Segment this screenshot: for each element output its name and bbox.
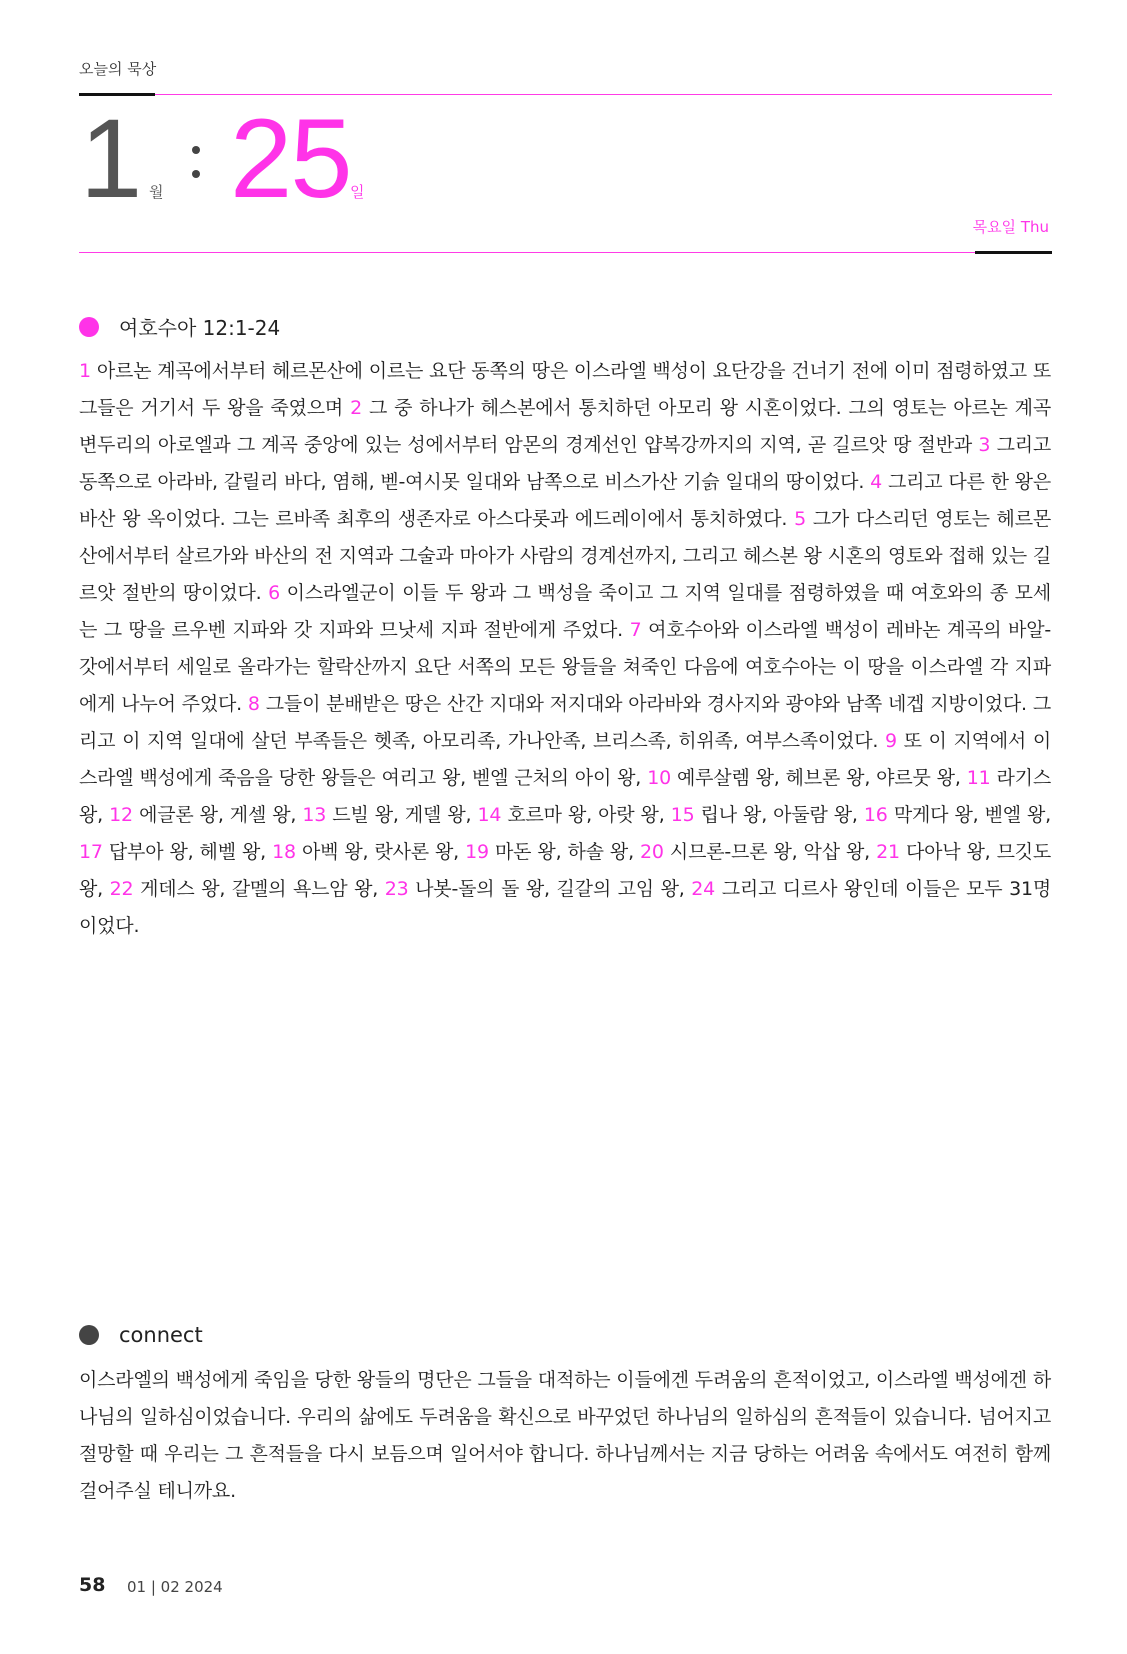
verse-number: 15 (670, 804, 695, 826)
verse-number: 9 (884, 730, 897, 752)
verse-number: 21 (876, 841, 900, 863)
verse-text: 또 이 지역에서 이스라엘 백성에게 죽음을 당한 왕들은 여리고 왕, 벧엘 근처의 아이 왕, (79, 730, 1051, 789)
connect-text: 이스라엘의 백성에게 죽임을 당한 왕들의 명단은 그들을 대적하는 이들에겐 두려움의 흔적이었고, 이스라엘 백성에겐 하나님의 일하심이었습니다. 우리의 삶에도 두려움을 확신으로 바꾸었던 하나님의 일하심의 흔적들이 있습니다. 넘어지고 절망할 때 우리는 그 흔적들을 다시 보듬으며 일어서야 합니다. 하나님께서는 지금 당하는 어려움 속에서도 여전히 함께 걸어주실 테니까요. (79, 1369, 1051, 1502)
verse-text: 그리고 디르사 왕인데 이들은 모두 31명이었다. (79, 878, 1052, 937)
verse-number: 14 (477, 804, 502, 826)
scripture-text (79, 353, 1051, 945)
verse-text: 시므론-므론 왕, 악삽 왕, (669, 841, 870, 863)
verse-number: 24 (691, 878, 716, 900)
verse-number: 7 (629, 619, 642, 641)
verse-number: 23 (384, 878, 409, 900)
header-label: 오늘의 묵상 (79, 60, 157, 78)
verse-text: 게데스 왕, 갈멜의 욕느암 왕, (140, 878, 379, 900)
page-number: 58 (79, 1574, 106, 1596)
scripture-reference: 여호수아 12:1-24 (119, 316, 281, 340)
connect-title: connect (119, 1323, 203, 1347)
verse-text: 드빌 왕, 게델 왕, (332, 804, 472, 826)
bullet-dot-icon (79, 1325, 99, 1345)
verse-text: 다아낙 왕, 므깃도 왕, (79, 841, 1052, 900)
date-rule (79, 252, 975, 253)
verse-text: 그가 다스리던 영토는 헤르몬산에서부터 살르가와 바산의 전 지역과 그술과 마아가 사람의 경계선까지, 그리고 헤스본 왕 시혼의 영토와 접해 있는 길르앗 절반의 땅이었다. (79, 508, 1052, 604)
verse-number: 4 (870, 471, 882, 493)
verse-number: 2 (350, 397, 362, 419)
verse-text: 그들이 분배받은 땅은 산간 지대와 저지대와 아라바와 경사지와 광야와 남쪽 네겝 지방이었다. 그리고 이 지역 일대에 살던 부족들은 헷족, 아모리족, 가나안족, 브리스족, 히위족, 여부스족이었다. (79, 693, 1051, 752)
verse-number: 19 (465, 841, 489, 863)
verse-number: 22 (109, 878, 134, 900)
verse-text: 호르마 왕, 아랏 왕, (507, 804, 665, 826)
verse-text: 그 중 하나가 헤스본에서 통치하던 아모리 왕 시혼이었다. 그의 영토는 아르논 계곡 변두리의 아로엘과 그 계곡 중앙에 있는 성에서부터 암몬의 경계선인 얍복강까지의 지역, 곧 길르앗 땅 절반과 (79, 397, 1051, 456)
issue-date: 01 | 02 2024 (127, 1578, 223, 1596)
verse-text: 에글론 왕, 게셀 왕, (139, 804, 297, 826)
verse-text: 립나 왕, 아둘람 왕, (700, 804, 858, 826)
verse-number: 3 (978, 434, 991, 456)
date-day-unit: 일 (350, 183, 365, 201)
date-separator (192, 146, 202, 190)
verse-text: 막게다 왕, 벧엘 왕, (893, 804, 1052, 826)
verse-number: 18 (272, 841, 296, 863)
bullet-dot-icon (79, 317, 99, 337)
verse-number: 16 (863, 804, 888, 826)
verse-number: 17 (79, 841, 103, 863)
verse-number: 6 (268, 582, 280, 604)
date-month: 1 (80, 96, 143, 221)
verse-number: 11 (966, 767, 991, 789)
verse-text: 예루살렘 왕, 헤브론 왕, 야르뭇 왕, (677, 767, 961, 789)
date-day: 25 (230, 96, 351, 221)
date-rule-accent (975, 251, 1052, 254)
verse-text: 아르논 계곡에서부터 헤르몬산에 이르는 요단 동쪽의 땅은 이스라엘 백성이 요단강을 건너기 전에 이미 점령하였고 또 그들은 거기서 두 왕을 죽였으며 (79, 360, 1051, 419)
scripture-heading (79, 312, 280, 341)
connect-heading (79, 1323, 203, 1347)
verse-text: 이스라엘군이 이들 두 왕과 그 백성을 죽이고 그 지역 일대를 점령하였을 때 여호와의 종 모세는 그 땅을 르우벤 지파와 갓 지파와 므낫세 지파 절반에게 주었다. (79, 582, 1051, 641)
verse-number: 1 (79, 360, 91, 382)
verse-number: 20 (640, 841, 664, 863)
verse-text: 여호수아와 이스라엘 백성이 레바논 계곡의 바알-갓에서부터 세일로 올라가는 할락산까지 요단 서쪽의 모든 왕들을 쳐죽인 다음에 여호수아는 이 땅을 이스라엘 각 지파에게 나누어 주었다. (79, 619, 1051, 715)
verse-number: 5 (794, 508, 806, 530)
verse-text: 답부아 왕, 헤벨 왕, (108, 841, 266, 863)
verse-number: 13 (302, 804, 327, 826)
verse-text: 아벡 왕, 랏사론 왕, (301, 841, 460, 863)
verse-text: 그리고 동쪽으로 아라바, 갈릴리 바다, 염해, 벧-여시못 일대와 남쪽으로 비스가산 기슭 일대의 땅이었다. (79, 434, 1052, 493)
date-month-unit: 월 (149, 183, 164, 201)
verse-number: 12 (109, 804, 133, 826)
verse-text: 그리고 다른 한 왕은 바산 왕 옥이었다. 그는 르바족 최후의 생존자로 아스다롯과 에드레이에서 통치하였다. (79, 471, 1051, 530)
verse-text: 마돈 왕, 하솔 왕, (495, 841, 634, 863)
verse-number: 10 (647, 767, 671, 789)
date-weekday: 목요일 Thu (972, 218, 1049, 236)
verse-text: 라기스 왕, (79, 767, 1051, 826)
verse-text: 나봇-돌의 돌 왕, 길갈의 고임 왕, (415, 878, 685, 900)
verse-number: 8 (247, 693, 260, 715)
header-rule (155, 94, 1052, 95)
